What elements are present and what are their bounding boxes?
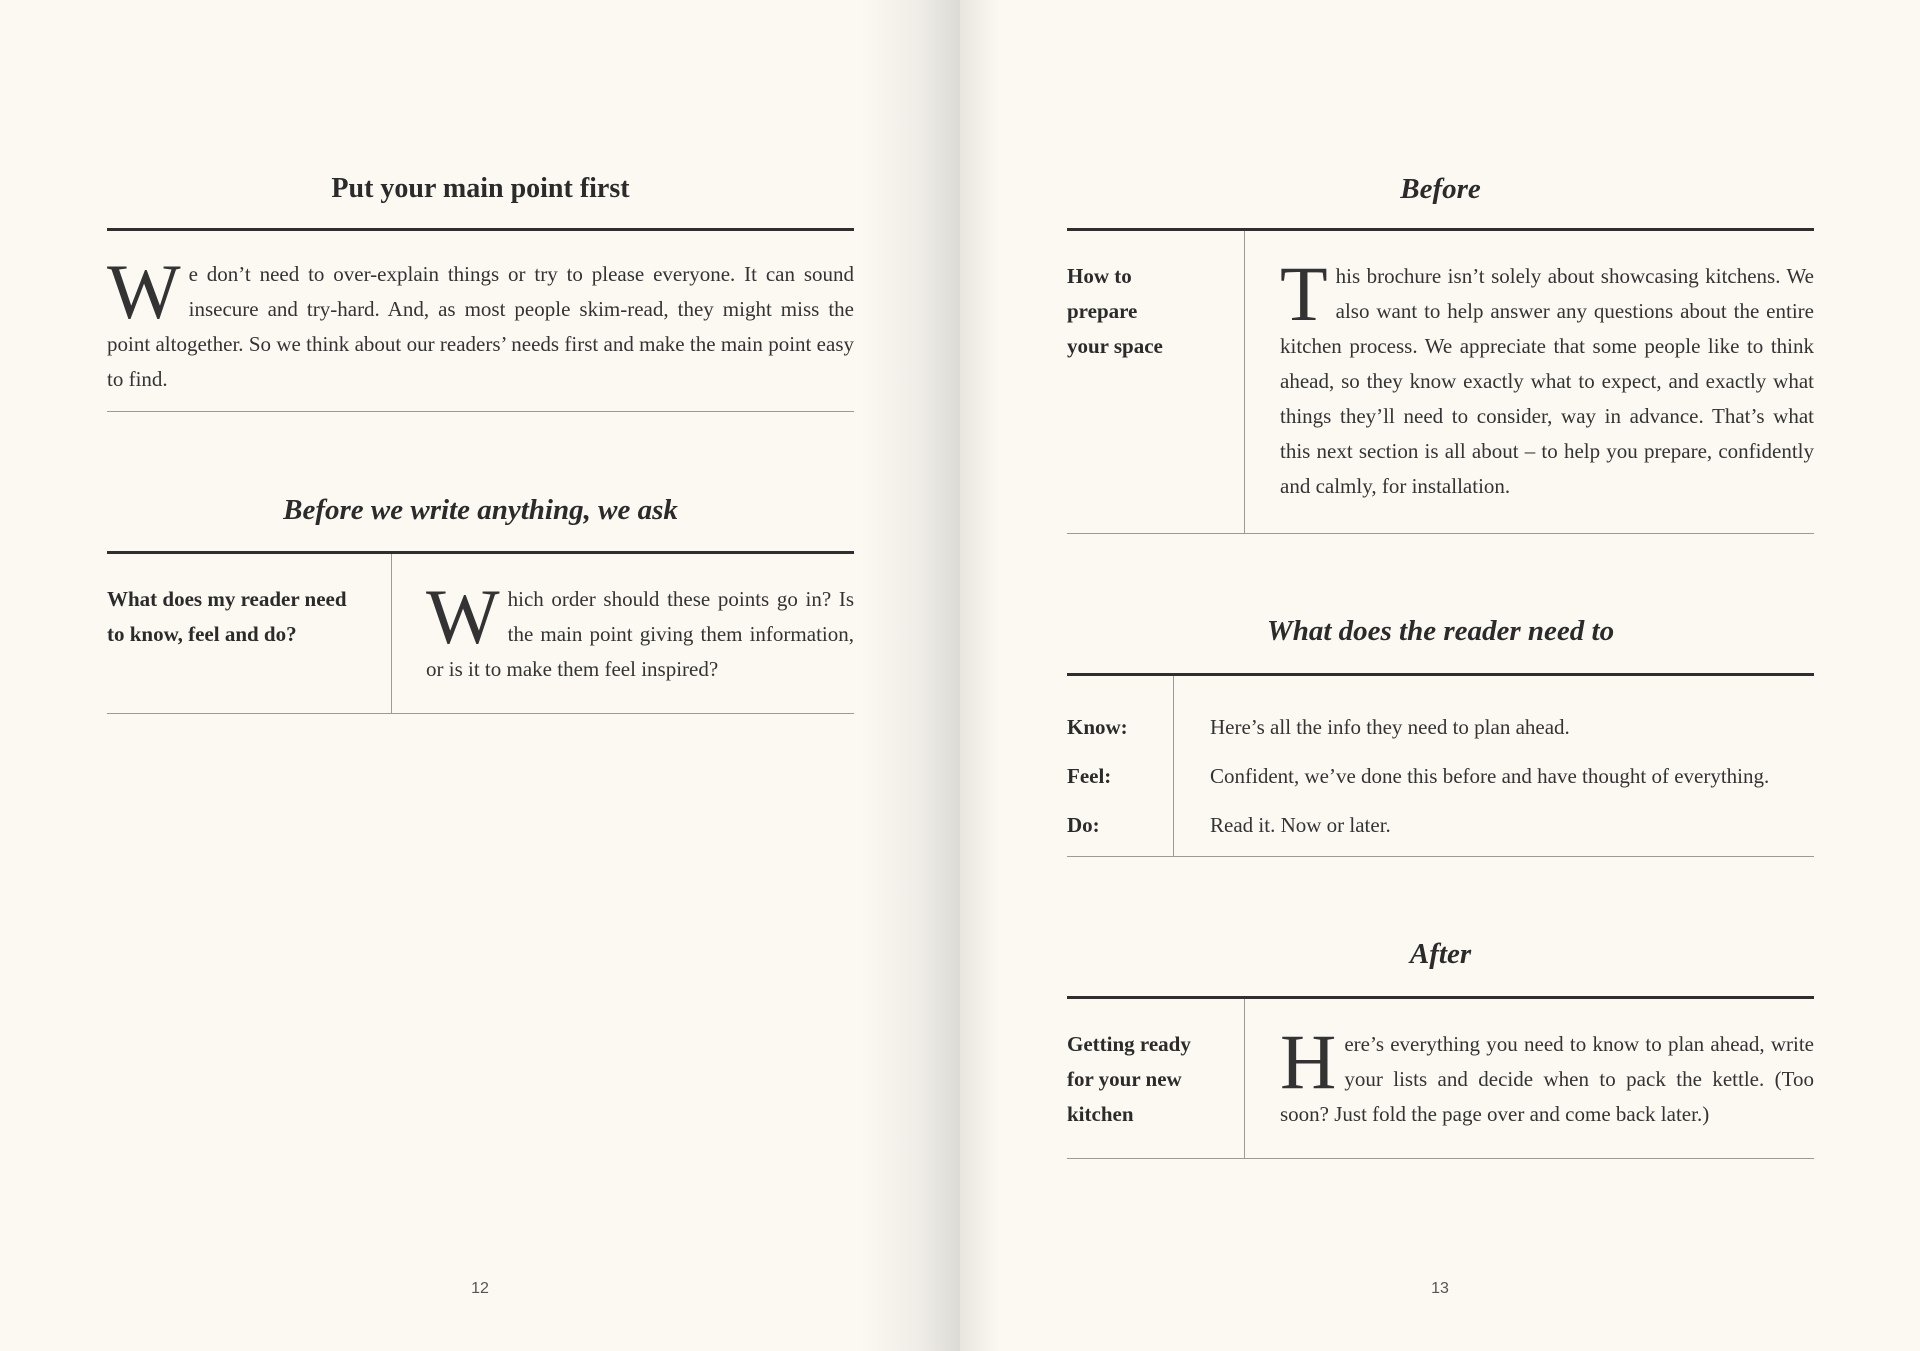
divider xyxy=(107,411,854,412)
know-label: Know: xyxy=(1067,715,1128,739)
needs-labels xyxy=(1067,676,1173,856)
before-text: his brochure isn’t solely about showcasing kitchens. We also want to help answer any questions about the entire kitchen process. We appreciate that some people like to think ahead, so they know exactly what to expect, and exactly what things they’ll need to consider, way in advance. That’s what this next section is all about – to help you prepare, confidently and calmly, for installation. xyxy=(1280,264,1814,498)
page-title: Put your main point first xyxy=(331,173,630,204)
question-label: What does my reader need to know, feel and do? xyxy=(107,587,347,646)
feel-value: Confident, we’ve done this before and have thought of everything. xyxy=(1210,764,1770,788)
gutter-shadow xyxy=(860,0,960,1351)
needs-values xyxy=(1174,676,1814,856)
question-answer xyxy=(426,573,854,687)
dropcap: W xyxy=(426,573,500,660)
after-label: Getting ready for your new kitchen xyxy=(1067,1032,1191,1126)
dropcap: T xyxy=(1280,250,1328,337)
do-value: Read it. Now or later. xyxy=(1210,813,1391,837)
before-heading: Before xyxy=(1400,173,1481,205)
heading-rule xyxy=(107,228,854,231)
divider xyxy=(1067,856,1814,857)
after-heading: After xyxy=(1409,938,1472,970)
divider xyxy=(1067,533,1814,534)
dropcap: W xyxy=(107,248,181,335)
answer-text: hich order should these points go in? Is the main point giving them information, or is it to make them feel inspired? xyxy=(426,587,854,681)
after-paragraph xyxy=(1280,1018,1814,1132)
section-heading: Before we write anything, we ask xyxy=(283,494,678,526)
divider xyxy=(107,713,854,714)
dropcap: H xyxy=(1280,1018,1337,1105)
intro-text: e don’t need to over-explain things or try to please everyone. It can sound insecure and try-hard. And, as most people skim-read, they might miss the point altogether. So we think about our readers’ needs first and make the main point easy to find. xyxy=(107,262,854,391)
page-number: 13 xyxy=(1431,1280,1449,1297)
know-value: Here’s all the info they need to plan ahead. xyxy=(1210,715,1570,739)
before-paragraph xyxy=(1280,250,1814,504)
divider xyxy=(1067,1158,1814,1159)
feel-label: Feel: xyxy=(1067,764,1112,788)
right-page xyxy=(960,0,1920,1351)
intro-paragraph xyxy=(107,248,854,397)
before-label: How to prepare your space xyxy=(1067,264,1163,358)
do-label: Do: xyxy=(1067,813,1100,837)
gutter-shadow xyxy=(960,0,1000,1351)
after-text: ere’s everything you need to know to plan ahead, write your lists and decide when to pack the kettle. (Too soon? Just fold the page over and come back later.) xyxy=(1280,1032,1814,1126)
needs-heading: What does the reader need to xyxy=(1266,615,1615,647)
page-number: 12 xyxy=(471,1280,489,1297)
